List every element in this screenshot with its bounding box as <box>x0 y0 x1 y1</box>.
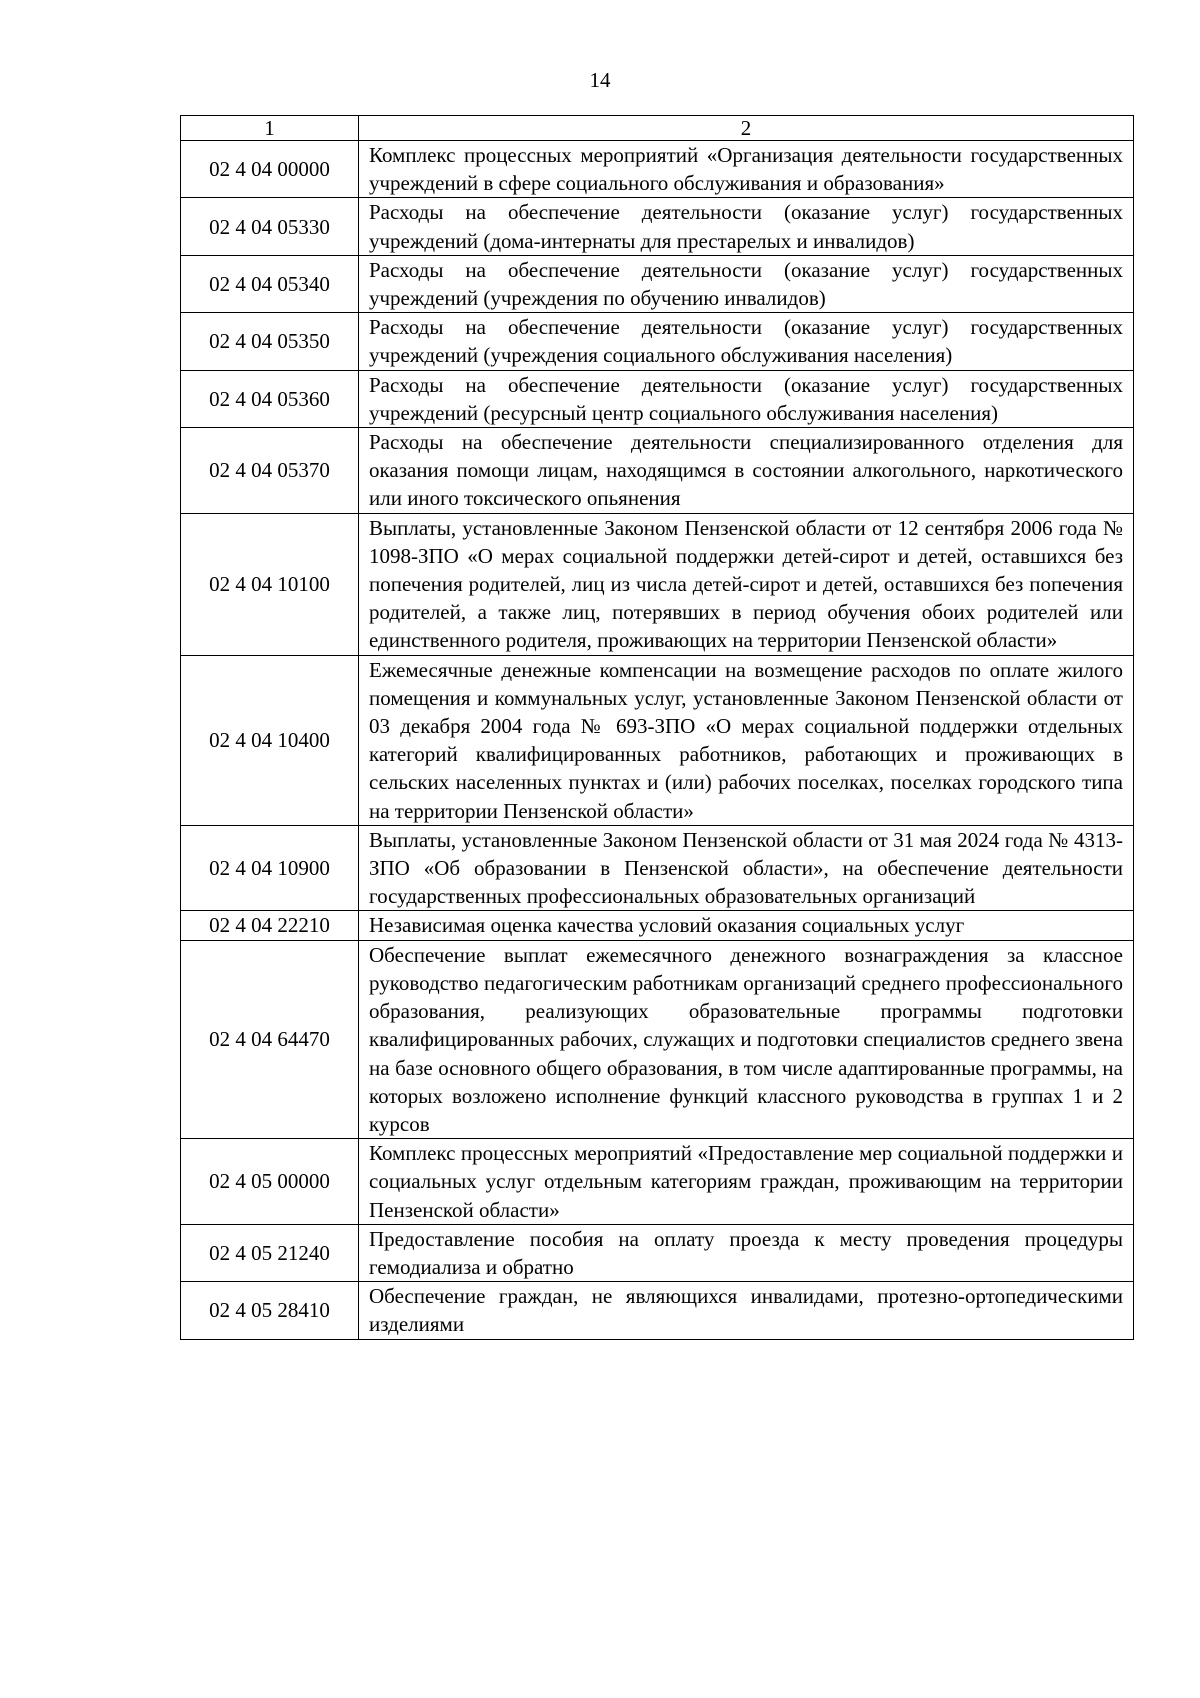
table-row <box>181 313 1134 370</box>
row-description: Выплаты, установленные Законом Пензенской области от 31 мая 2024 года № 4313-ЗПО «Об образовании в Пензенской области», на обеспечение деятельности государственных профессиональных образовательных организаций <box>359 825 1134 911</box>
row-code: 02 4 04 10900 <box>181 825 359 911</box>
budget-code-table <box>180 115 1134 1340</box>
row-description: Ежемесячные денежные компенсации на возмещение расходов по оплате жилого помещения и коммунальных услуг, установленные Законом Пензенской области от 03 декабря 2004 года № 693-ЗПО «О мерах социальной поддержки отдельных категорий квалифицированных работников, работающих и проживающих в сельских населенных пунктах и (или) рабочих поселках, поселках городского типа на территории Пензенской области» <box>359 655 1134 825</box>
table-row <box>181 1139 1134 1225</box>
row-code: 02 4 04 05330 <box>181 198 359 255</box>
column-header-description: 2 <box>359 116 1134 141</box>
row-code: 02 4 05 21240 <box>181 1224 359 1281</box>
table-row <box>181 1282 1134 1339</box>
row-description: Расходы на обеспечение деятельности (оказание услуг) государственных учреждений (учреждения социального обслуживания населения) <box>359 313 1134 370</box>
row-description: Расходы на обеспечение деятельности (оказание услуг) государственных учреждений (ресурсный центр социального обслуживания населения) <box>359 370 1134 427</box>
table-row <box>181 198 1134 255</box>
row-code: 02 4 04 05370 <box>181 428 359 514</box>
row-code: 02 4 04 05360 <box>181 370 359 427</box>
row-code: 02 4 05 00000 <box>181 1139 359 1225</box>
table-row <box>181 428 1134 514</box>
row-code: 02 4 04 05340 <box>181 255 359 312</box>
row-description: Выплаты, установленные Законом Пензенской области от 12 сентября 2006 года № 1098-ЗПО «О мерах социальной поддержки детей-сирот и детей, оставшихся без попечения родителей, лиц из числа детей-сирот и детей, оставшихся без попечения родителей, а также лиц, потерявших в период обучения обоих родителей или единственного родителя, проживающих на территории Пензенской области» <box>359 513 1134 655</box>
row-description: Обеспечение выплат ежемесячного денежного вознаграждения за классное руководство педагогическим работникам организаций среднего профессионального образования, реализующих образовательные программы подготовки квалифицированных рабочих, служащих и подготовки специалистов среднего звена на базе основного общего образования, в том числе адаптированные программы, на которых возложено исполнение функций классного руководства в группах 1 и 2 курсов <box>359 940 1134 1138</box>
table-row <box>181 513 1134 655</box>
page-number: 14 <box>589 68 611 92</box>
row-description: Расходы на обеспечение деятельности (оказание услуг) государственных учреждений (дома-интернаты для престарелых и инвалидов) <box>359 198 1134 255</box>
row-description: Обеспечение граждан, не являющихся инвалидами, протезно-ортопедическими изделиями <box>359 1282 1134 1339</box>
table-row <box>181 370 1134 427</box>
row-description: Независимая оценка качества условий оказания социальных услуг <box>359 911 1134 940</box>
table-row <box>181 141 1134 198</box>
row-description: Расходы на обеспечение деятельности (оказание услуг) государственных учреждений (учреждения по обучению инвалидов) <box>359 255 1134 312</box>
table-row <box>181 940 1134 1138</box>
table-row <box>181 911 1134 940</box>
row-code: 02 4 04 00000 <box>181 141 359 198</box>
row-code: 02 4 04 05350 <box>181 313 359 370</box>
column-header-code: 1 <box>181 116 359 141</box>
row-code: 02 4 05 28410 <box>181 1282 359 1339</box>
row-description: Комплекс процессных мероприятий «Предоставление мер социальной поддержки и социальных услуг отдельным категориям граждан, проживающим на территории Пензенской области» <box>359 1139 1134 1225</box>
row-description: Комплекс процессных мероприятий «Организация деятельности государственных учреждений в сфере социального обслуживания и образования» <box>359 141 1134 198</box>
table-row <box>181 1224 1134 1281</box>
row-code: 02 4 04 64470 <box>181 940 359 1138</box>
row-description: Расходы на обеспечение деятельности специализированного отделения для оказания помощи лицам, находящимся в состоянии алкогольного, наркотического или иного токсического опьянения <box>359 428 1134 514</box>
table-header-row <box>181 116 1134 141</box>
row-code: 02 4 04 10100 <box>181 513 359 655</box>
table-row <box>181 655 1134 825</box>
table-row <box>181 255 1134 312</box>
row-code: 02 4 04 10400 <box>181 655 359 825</box>
row-code: 02 4 04 22210 <box>181 911 359 940</box>
row-description: Предоставление пособия на оплату проезда к месту проведения процедуры гемодиализа и обратно <box>359 1224 1134 1281</box>
table-row <box>181 825 1134 911</box>
